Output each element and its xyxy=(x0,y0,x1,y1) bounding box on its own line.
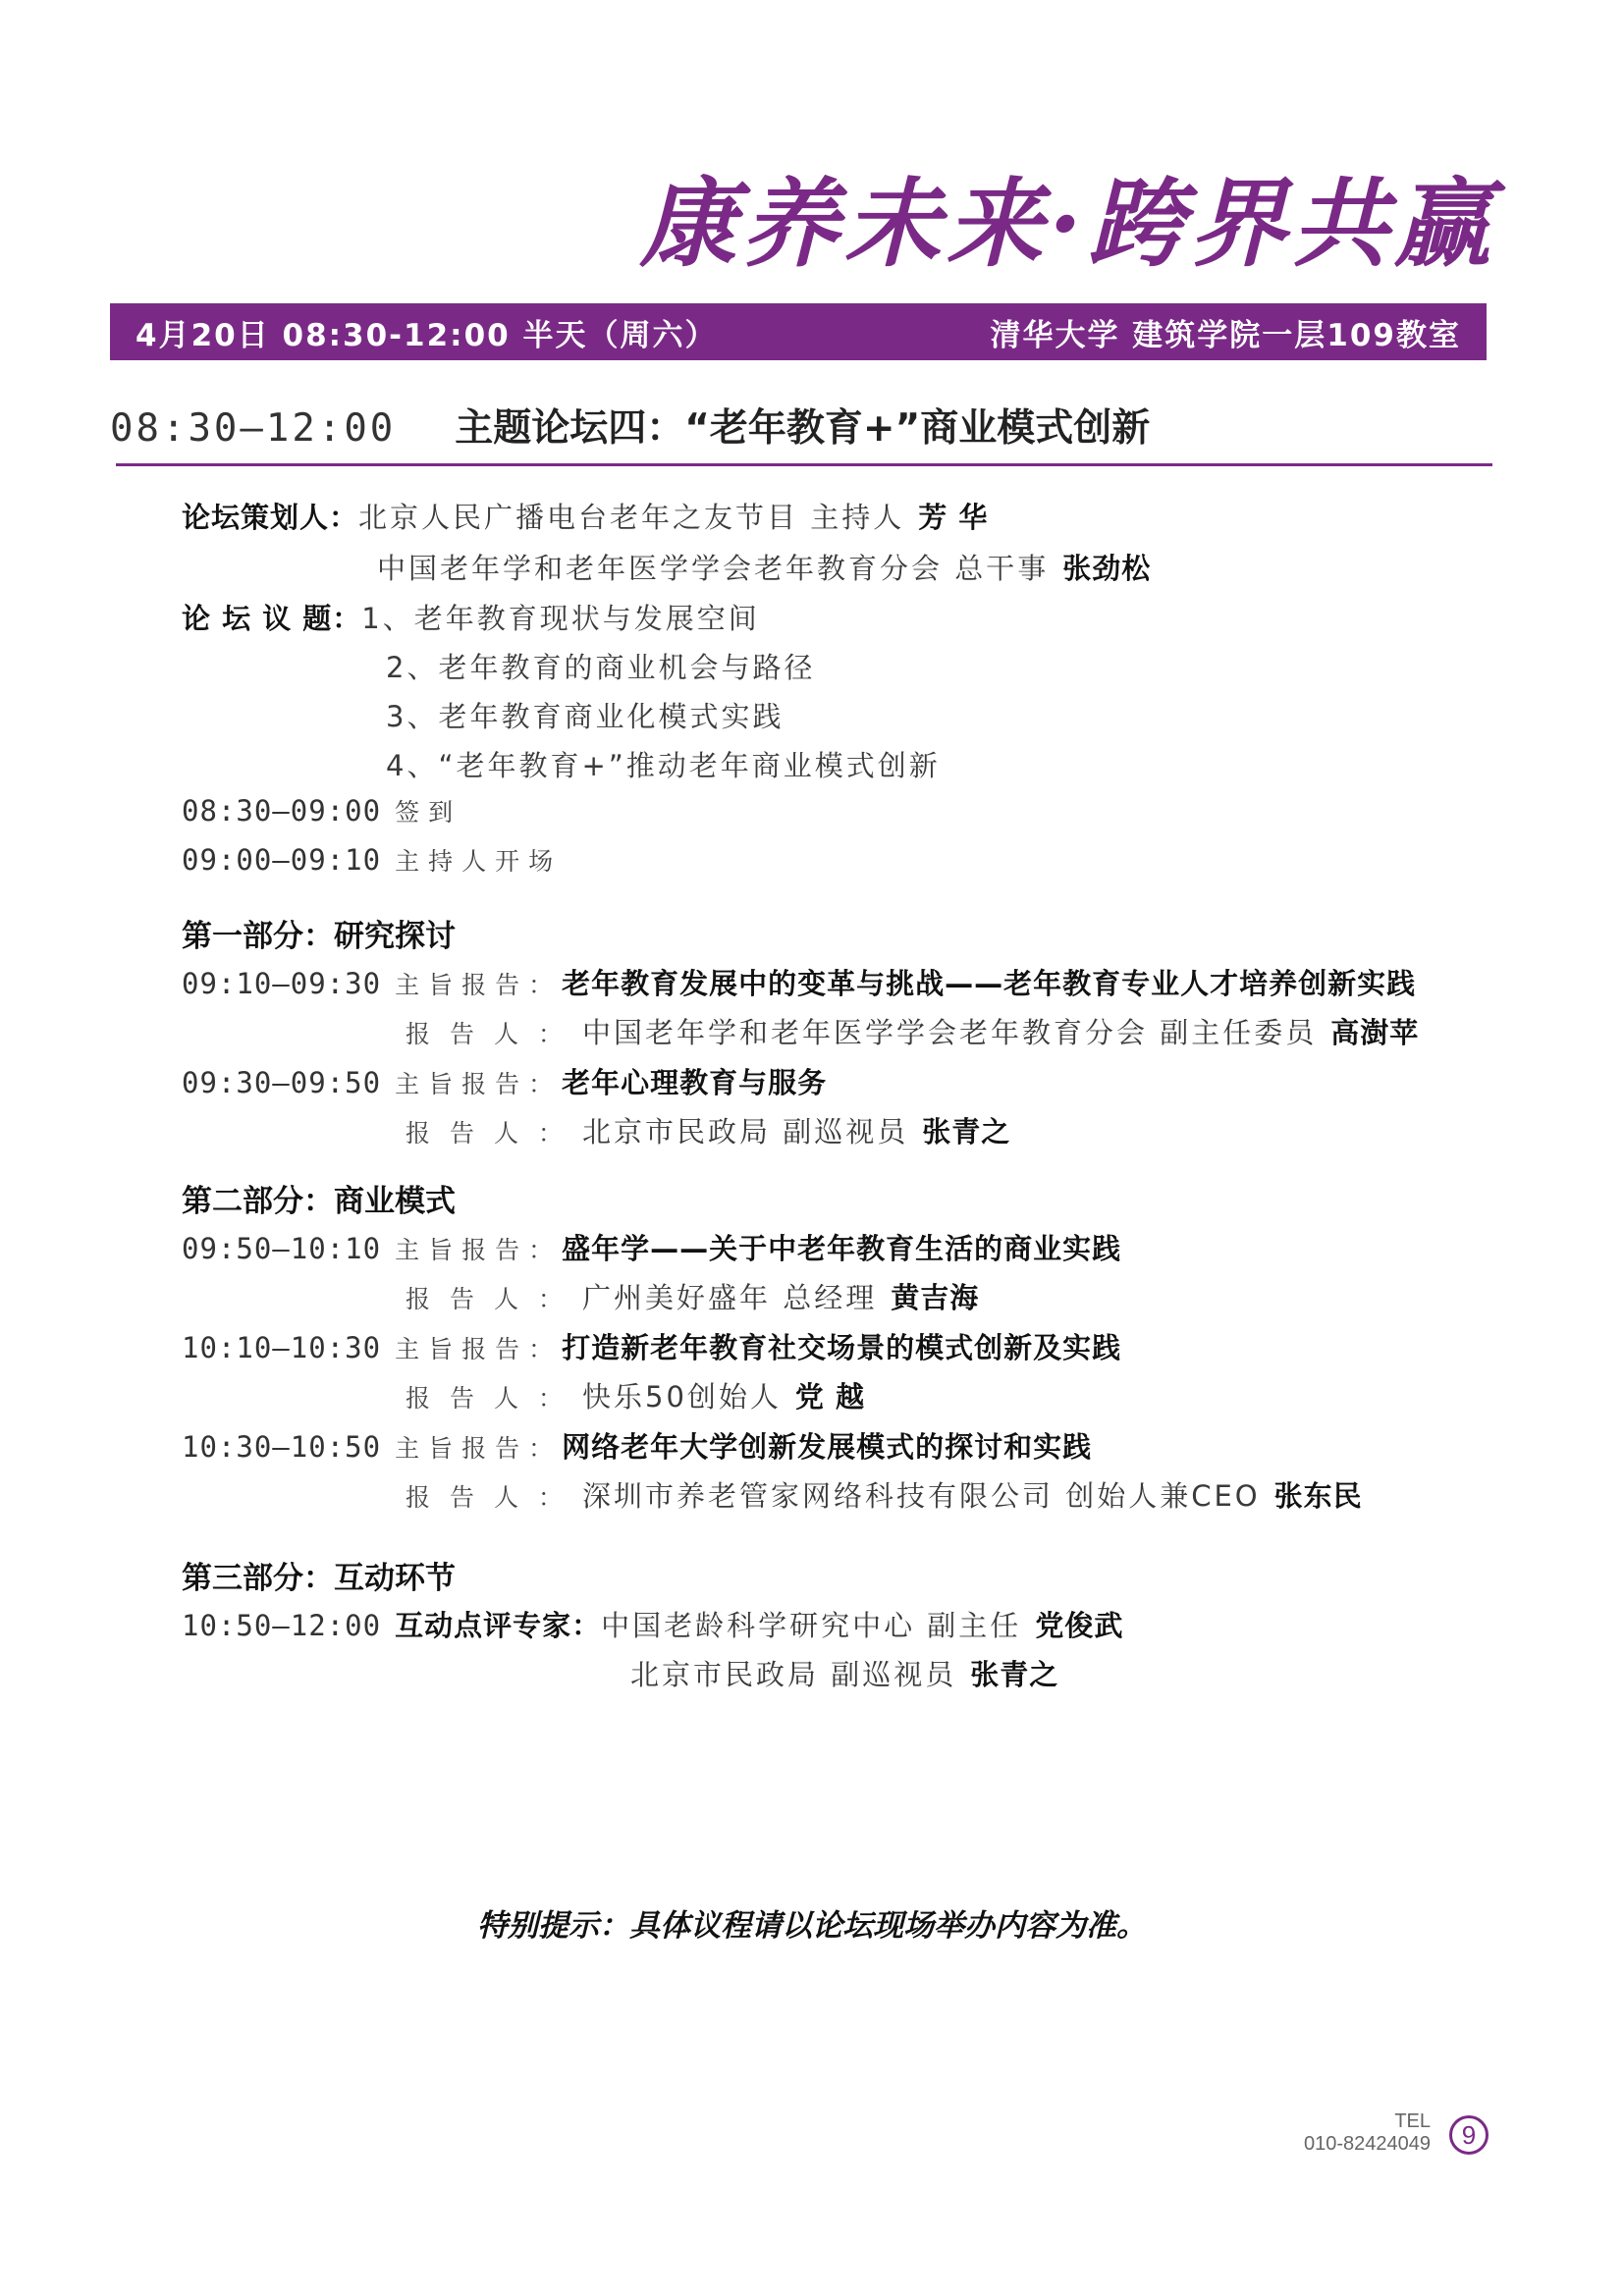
expert-org: 中国老龄科学研究中心 副主任 xyxy=(601,1609,1022,1642)
planner-2-name: 张劲松 xyxy=(1062,552,1152,585)
speaker-name: 党 越 xyxy=(794,1380,866,1414)
topic-item: 1、老年教育现状与发展空间 xyxy=(361,602,760,635)
event-banner xyxy=(110,303,1487,360)
speaker-row xyxy=(406,1011,1419,1051)
topic-item: 4、“老年教育+”推动老年商业模式创新 xyxy=(386,749,941,782)
page-number: 9 xyxy=(1449,2115,1489,2155)
agenda-time: 10:30—10:50 xyxy=(182,1430,382,1464)
talk-topic: 打造新老年教育社交场景的模式创新及实践 xyxy=(562,1331,1122,1364)
expert-name: 张青之 xyxy=(970,1658,1059,1691)
talk-topic: 网络老年大学创新发展模式的探讨和实践 xyxy=(562,1430,1093,1464)
expert-name: 党俊武 xyxy=(1035,1609,1124,1642)
topic-item: 2、老年教育的商业机会与路径 xyxy=(386,651,816,684)
special-notice: 特别提示：具体议程请以论坛现场举办内容为准。 xyxy=(477,1908,1147,1944)
planner-line-2 xyxy=(377,547,1151,587)
speaker-row xyxy=(406,1375,865,1415)
talk-role: 主旨报告： xyxy=(395,971,563,999)
speaker-label: 报告人： xyxy=(406,1020,583,1048)
planner-1-name: 芳 华 xyxy=(918,501,989,534)
agenda-row-experts xyxy=(182,1604,1123,1644)
agenda-text: 主持人开场 xyxy=(395,847,563,876)
talk-topic: 老年教育发展中的变革与挑战——老年教育专业人才培养创新实践 xyxy=(562,967,1417,1000)
agenda-row-talk xyxy=(182,1326,1121,1366)
agenda-time: 09:10—09:30 xyxy=(182,967,382,1000)
agenda-time: 08:30—09:00 xyxy=(182,794,382,828)
agenda-time: 09:00—09:10 xyxy=(182,843,382,877)
page-slogan: 康养未来·跨界共赢 xyxy=(639,168,1496,281)
speaker-org: 深圳市养老管家网络科技有限公司 创始人兼CEO xyxy=(582,1479,1261,1513)
session-time: 08:30—12:00 xyxy=(110,406,397,451)
topics-line-1 xyxy=(182,597,760,637)
agenda-row-talk xyxy=(182,962,1416,1002)
section-title-part1: 第一部分：研究探讨 xyxy=(182,919,456,954)
planner-label: 论坛策划人： xyxy=(182,501,359,534)
banner-date-time: 4月20日 08:30-12:00 半天（周六） xyxy=(135,317,718,353)
agenda-time: 10:10—10:30 xyxy=(182,1331,382,1364)
talk-role: 主旨报告： xyxy=(395,1335,563,1363)
speaker-label: 报告人： xyxy=(406,1483,583,1512)
section-title-part2: 第二部分：商业模式 xyxy=(182,1184,456,1219)
agenda-text: 签到 xyxy=(395,798,462,827)
talk-role: 主旨报告： xyxy=(395,1070,563,1098)
speaker-name: 高澍苹 xyxy=(1330,1016,1420,1049)
speaker-org: 中国老年学和老年医学学会老年教育分会 副主任委员 xyxy=(582,1016,1318,1049)
banner-venue: 清华大学 建筑学院一层109教室 xyxy=(990,317,1461,353)
speaker-org: 广州美好盛年 总经理 xyxy=(582,1281,878,1314)
expert-org: 北京市民政局 副巡视员 xyxy=(630,1658,957,1691)
agenda-row-talk xyxy=(182,1227,1121,1267)
tel-number: 010-82424049 xyxy=(1303,2133,1431,2155)
planner-1-org: 北京人民广播电台老年之友节目 主持人 xyxy=(358,501,905,534)
agenda-row-talk xyxy=(182,1425,1092,1466)
speaker-org: 快乐50创始人 xyxy=(582,1380,782,1414)
talk-topic: 老年心理教育与服务 xyxy=(562,1066,828,1099)
agenda-time: 09:50—10:10 xyxy=(182,1232,382,1265)
topic-item: 3、老年教育商业化模式实践 xyxy=(386,700,785,733)
talk-topic: 盛年学——关于中老年教育生活的商业实践 xyxy=(562,1232,1122,1265)
session-divider xyxy=(116,463,1492,466)
tel-label: TEL xyxy=(1394,2110,1431,2132)
agenda-time: 10:50—12:00 xyxy=(182,1609,382,1642)
agenda-row-opening xyxy=(182,842,562,878)
agenda-row-expert-2 xyxy=(630,1653,1058,1693)
agenda-time: 09:30—09:50 xyxy=(182,1066,382,1099)
speaker-row xyxy=(406,1276,979,1316)
speaker-org: 北京市民政局 副巡视员 xyxy=(582,1115,909,1148)
talk-role: 主旨报告： xyxy=(395,1434,563,1463)
speaker-name: 黄吉海 xyxy=(891,1281,980,1314)
topics-label: 论 坛 议 题： xyxy=(182,602,362,635)
agenda-row-checkin xyxy=(182,793,461,828)
speaker-label: 报告人： xyxy=(406,1285,583,1313)
speaker-name: 张东民 xyxy=(1273,1479,1363,1513)
speaker-row xyxy=(406,1110,1010,1150)
speaker-label: 报告人： xyxy=(406,1384,583,1413)
talk-role: 主旨报告： xyxy=(395,1236,563,1264)
footer-tel xyxy=(1304,2110,1431,2156)
speaker-name: 张青之 xyxy=(922,1115,1011,1148)
agenda-row-talk xyxy=(182,1061,827,1101)
session-title: 主题论坛四：“老年教育+”商业模式创新 xyxy=(455,406,1151,451)
session-header xyxy=(110,398,1150,453)
section-title-part3: 第三部分：互动环节 xyxy=(182,1561,456,1596)
speaker-row xyxy=(406,1474,1363,1515)
experts-role: 互动点评专家： xyxy=(395,1609,602,1642)
planner-2-org: 中国老年学和老年医学学会老年教育分会 总干事 xyxy=(377,552,1050,585)
speaker-label: 报告人： xyxy=(406,1119,583,1148)
planner-line-1 xyxy=(182,496,988,536)
